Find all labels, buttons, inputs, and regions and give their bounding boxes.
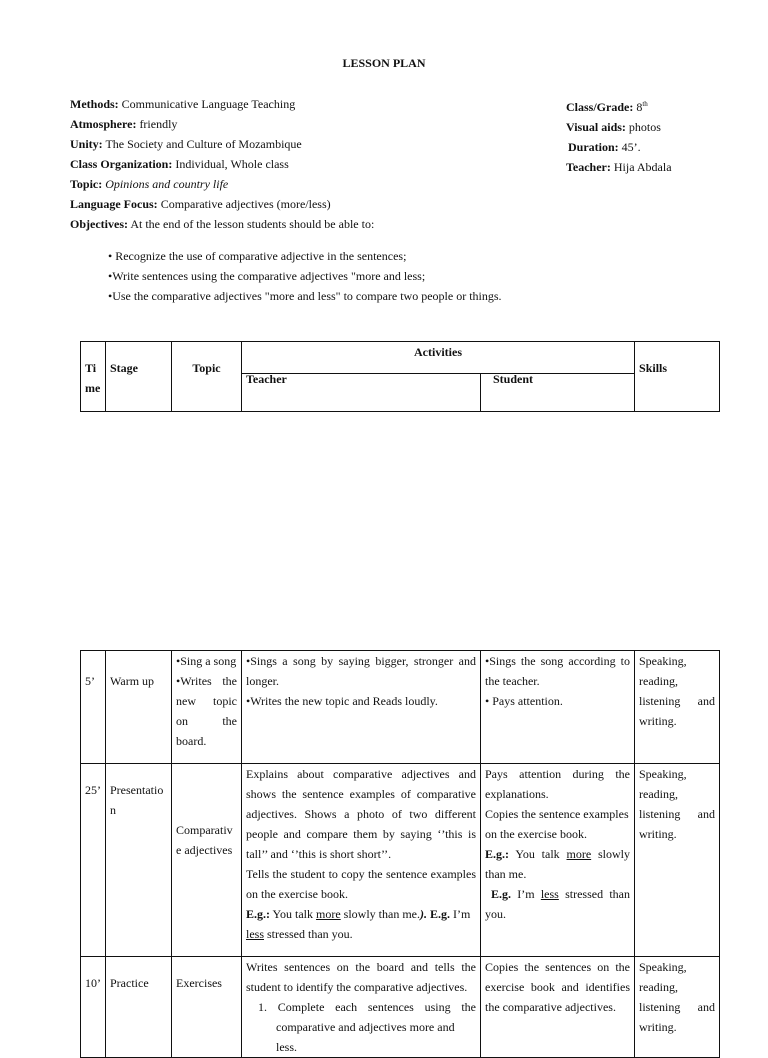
cell-topic: Exercises: [172, 957, 242, 1058]
cell-stage: Practice: [106, 957, 172, 1058]
teacher-row: Teacher: Hija Abdala: [566, 160, 672, 174]
cell-student: •Sings the song according to the teacher. • Pays attention.: [481, 651, 635, 764]
cell-skills: Speaking, reading, listening and writing.: [635, 764, 720, 957]
table-row-practice: [81, 957, 720, 1058]
objective-item: •Write sentences using the comparative adjectives "more and less;: [108, 269, 426, 283]
cell-stage: Presentatio n: [106, 764, 172, 957]
cell-topic: •Sing a song •Writes the new topic on the board.: [172, 651, 242, 764]
teacher-example-line: less stressed than you.: [246, 927, 353, 941]
table-row-warm-up: [81, 651, 720, 764]
cell-student: Copies the sentences on the exercise book and identifies the comparative adjectives.: [481, 957, 635, 1058]
topic-row: Topic: Opinions and country life: [70, 177, 229, 191]
student-example-line: E.g.: You talk more slowly: [485, 847, 630, 861]
atmosphere-row: Atmosphere: friendly: [70, 117, 178, 131]
header-skills: Skills: [635, 342, 720, 412]
student-example-line: E.g. I’m less stressed than: [491, 887, 630, 901]
methods-row: Methods: Communicative Language Teaching: [70, 97, 296, 111]
cell-topic: Comparativ e adjectives: [172, 764, 242, 957]
cell-time: 10’: [81, 957, 106, 1058]
header-activities: Activities: [242, 342, 635, 374]
cell-teacher: •Sings a song by saying bigger, stronger and longer. •Writes the new topic and Reads loudly.: [242, 651, 481, 764]
cell-student: Pays attention during the explanations. Copies the sentence examples on the exercise book. E.g.: You talk more slowly than me. E.g. I’m less stressed than you.: [481, 764, 635, 957]
language-focus-row: Language Focus: Comparative adjectives (more/less): [70, 197, 331, 211]
header-student: Student: [481, 374, 635, 412]
activities-table-body: [80, 650, 720, 1058]
activities-table-header: [80, 341, 720, 412]
cell-time: 5’: [81, 651, 106, 764]
lesson-meta-left: [70, 94, 374, 234]
header-topic: Topic: [172, 342, 242, 412]
cell-skills: Speaking, reading, listening and writing.: [635, 957, 720, 1058]
table-row-presentation: [81, 764, 720, 957]
class-grade-row: Class/Grade: 8th: [566, 100, 648, 114]
objectives-row: Objectives: At the end of the lesson students should be able to:: [70, 217, 375, 231]
unity-row: Unity: The Society and Culture of Mozambique: [70, 137, 302, 151]
cell-teacher: Writes sentences on the board and tells the student to identify the comparative adjectives. 1. Complete each sentences using the comparative and adjectives more and less.: [242, 957, 481, 1058]
visual-aids-row: Visual aids: photos: [566, 120, 661, 134]
objective-item: •Use the comparative adjectives "more and less" to compare two people or things.: [108, 289, 502, 303]
duration-row: Duration: 45’.: [568, 140, 641, 154]
objectives-list: [108, 246, 502, 306]
cell-teacher: Explains about comparative adjectives and shows the sentence examples of comparative adjectives. Shows a photo of two different people and compare them by saying ‘’this is tall’’ and ‘’this is short short’’. Tells the student to copy the sentence examples on the exercise book. E.g.: You talk more slowly than me.). E.g. I’m less stressed than you.: [242, 764, 481, 957]
cell-time: 25’: [81, 764, 106, 957]
header-teacher: Teacher: [242, 374, 481, 412]
cell-skills: Speaking, reading, listening and writing.: [635, 651, 720, 764]
teacher-example-line: E.g.: You talk more slowly than me.). E.g. I’m: [246, 907, 471, 921]
objective-item: • Recognize the use of comparative adjective in the sentences;: [108, 249, 407, 263]
page-title: LESSON PLAN: [342, 56, 426, 70]
class-organization-row: Class Organization: Individual, Whole class: [70, 157, 289, 171]
cell-stage: Warm up: [106, 651, 172, 764]
lesson-meta-right: [566, 94, 672, 177]
header-stage: Stage: [106, 342, 172, 412]
header-time: Ti me: [81, 342, 106, 412]
